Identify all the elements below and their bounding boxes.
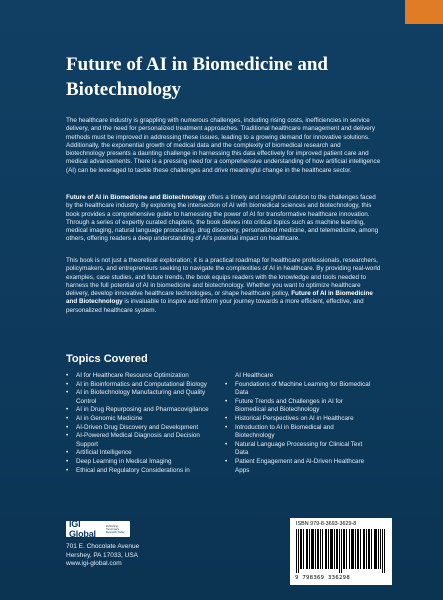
bullet-icon: • xyxy=(66,449,69,457)
list-item: • AI in Drug Repurposing and Pharmacovigilance xyxy=(66,406,209,414)
list-item: • Artificial Intelligence xyxy=(66,449,132,457)
list-item-continuation: AI Healthcare xyxy=(235,372,274,379)
bullet-icon: • xyxy=(225,397,228,405)
publisher-address xyxy=(66,543,139,569)
list-item: • Foundations of Machine Learning for Biomedical Data xyxy=(225,380,371,397)
list-item: • AI-Driven Drug Discovery and Development xyxy=(66,423,199,431)
book-title-inline: Future of AI in Biomedicine and Biotechnology xyxy=(66,194,207,201)
bullet-icon: • xyxy=(66,414,69,422)
description-paragraph-3 xyxy=(66,257,381,315)
accent-bar xyxy=(405,0,443,24)
description-paragraph-2 xyxy=(66,194,381,244)
book-title-inline: Future of AI in Biomedicine and Biotechnology xyxy=(66,290,373,306)
list-item: • AI in Biotechnology Manufacturing and Quality Control xyxy=(66,389,206,405)
bullet-icon: • xyxy=(66,466,69,474)
paragraph-2-text: offers a timely and insightful solution to the challenges faced by the healthcare industry. By exploring the intersection of AI with biomedical sciences and biotechnology, this book provides a comprehensive guide to harnessing the power of AI for transformative healthcare innovation. Through a series of expertly curated chapters, the book delves into critical topics such as machine learning, medical imaging, natural language processing, drug discovery, personalized medicine, and telemedicine, among others, offering readers a deep understanding of AI's potential impact on healthcare. xyxy=(66,194,379,243)
bullet-icon: • xyxy=(225,440,228,448)
bullet-icon: • xyxy=(66,432,69,440)
logo-tagline: Publishing Tomorrow's Research Today xyxy=(105,524,125,534)
list-item: • Introduction to AI in Biomedical and Biotechnology xyxy=(225,423,334,440)
bullet-icon: • xyxy=(66,372,69,379)
publisher-logo xyxy=(66,521,130,537)
topics-list-left xyxy=(66,372,216,475)
list-item: • Future Trends and Challenges in AI for Biomedical and Biotechnology xyxy=(225,397,343,414)
bullet-icon: • xyxy=(66,457,69,465)
list-item: • Natural Language Processing for Clinical Text Data xyxy=(225,440,363,457)
barcode-digits: 9 798369 336298 xyxy=(295,575,351,581)
address-line: Hershey, PA 17033, USA xyxy=(66,551,139,559)
barcode-icon xyxy=(296,529,386,573)
logo-text: IGI Global xyxy=(69,519,96,539)
publisher-website: www.igi-global.com xyxy=(66,560,122,568)
bullet-icon: • xyxy=(225,457,228,465)
book-title: Future of AI in Biomedicine and Biotechnology xyxy=(66,54,328,100)
list-item: • AI-Powered Medical Diagnosis and Decision Support xyxy=(66,432,200,448)
list-item: • AI in Bioinformatics and Computational Biology xyxy=(66,380,207,388)
paragraph-3-end: is invaluable to inspire and inform your journey towards a more efficient, effective, and personalized healthcare system. xyxy=(66,298,364,314)
bullet-icon: • xyxy=(66,380,69,388)
bullet-icon: • xyxy=(66,406,69,414)
bullet-icon: • xyxy=(66,423,69,431)
list-item: • AI in Genomic Medicine xyxy=(66,414,143,422)
list-item: • Historical Perspectives on AI in Healthcare xyxy=(225,414,354,422)
topics-heading: Topics Covered xyxy=(66,353,148,365)
bullet-icon: • xyxy=(225,423,228,431)
bullet-icon: • xyxy=(225,414,228,422)
bullet-icon: • xyxy=(225,380,228,388)
isbn-label: ISBN 979-8-3693-3629-8 xyxy=(296,521,357,527)
list-item: • Deep Learning in Medical Imaging xyxy=(66,457,172,465)
list-item: • AI for Healthcare Resource Optimization xyxy=(66,372,189,379)
topics-list-right xyxy=(225,372,375,475)
paragraph-3-start: This book is not just a theoretical exploration; it is a practical roadmap for healthcare professionals, researchers, policymakers, and entrepreneurs seeking to navigate the complexities of AI in healthcare. By providing real-world examples, case studies, and future trends, the book equips readers with the knowledge and tools needed to harness the full potential of AI in biomedicine and biotechnology. Whether you want to optimize healthcare delivery, develop innovative healthcare technologies, or shape healthcare policy, xyxy=(66,257,381,298)
address-line: 701 E. Chocolate Avenue xyxy=(66,543,140,550)
bullet-icon: • xyxy=(66,389,69,397)
list-item: • Patient Engagement and AI-Driven Healthcare Apps xyxy=(225,457,365,474)
list-item: • Ethical and Regulatory Considerations in xyxy=(66,466,190,474)
barcode-box xyxy=(290,518,392,585)
description-paragraph-1: The healthcare industry is grappling with numerous challenges, including rising costs, inefficiencies in service delivery, and the need for personalized treatment approaches. Traditional healthcare management and delivery methods must be improved in addressing these issues, leading to a growing demand for innovative solutions. Additionally, the exponential growth of medical data and the complexity of biomedical research and biotechnology presents a daunting challenge in harnessing this data effectively for improved patient care and medical advancements. There is a pressing need for a comprehensive understanding of how artificial intelligence (AI) can be leveraged to tackle these challenges and drive meaningful change in the healthcare sector. xyxy=(66,117,381,174)
